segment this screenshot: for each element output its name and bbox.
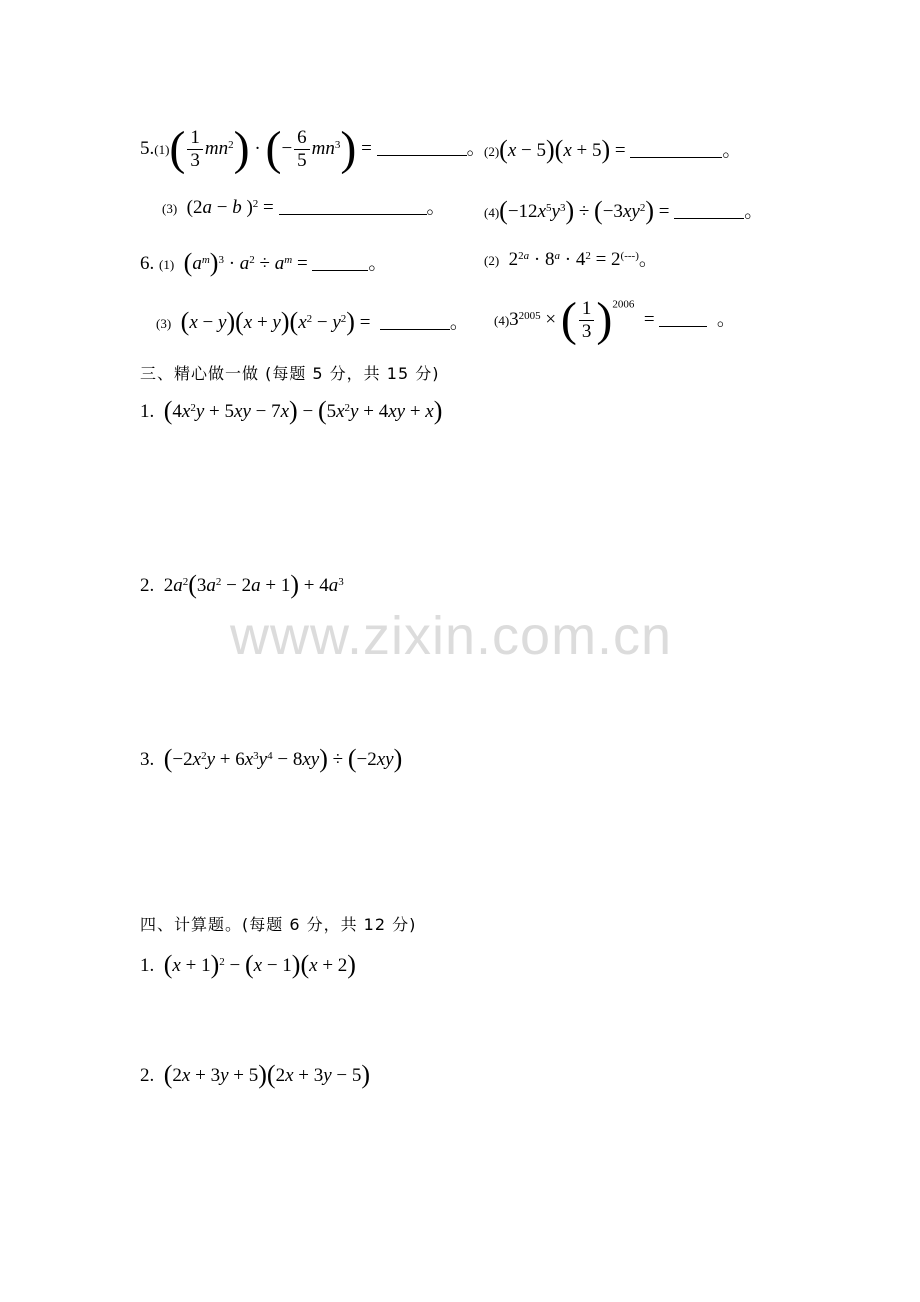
q5-part1: 5.(1)( $\frac{1}{3}$ $mn^2$) · (− $\frac{6}{5}$ $mn^3$) = 。 [140, 122, 486, 175]
q6-part3: (3) $(x - y)(x + y)(x^2 - y^2)$ = 。 [156, 307, 469, 336]
answer-blank[interactable] [380, 328, 450, 330]
fraction-one-third: $\frac{1}{3}$ [579, 298, 595, 343]
q6-label: 6. [140, 253, 155, 274]
answer-blank[interactable] [279, 213, 427, 215]
fraction-one-third: $\frac{1}{3}$ [187, 127, 203, 172]
watermark: www.zixin.com.cn [230, 606, 673, 666]
answer-blank[interactable] [312, 269, 368, 271]
section3-heading: 三、精心做一做 (每题 5 分，共 15 分) [140, 364, 440, 383]
q5-part3: (3) (2a − b )$^2$ = 。 [162, 197, 446, 218]
q5-part4: $(4)(-12x^5y^3) \div (-3xy^2)$ = 。 [484, 196, 764, 225]
exponent-blank[interactable]: (---) [620, 249, 639, 262]
section4-item1: 1. $(x + 1)^2 - (x - 1)(x + 2)$ [140, 950, 356, 979]
section3-item1: 1. $(4x^2y + 5xy - 7x) - (5x^2y + 4xy + x)$ [140, 396, 443, 425]
q6-part4: $(4)3^{2005}$ × ( $\frac{1}{3}$ )$^{2006}$ = 。 [494, 293, 736, 346]
section4-heading: 四、计算题。(每题 6 分，共 12 分) [140, 915, 417, 934]
q6-part2: (2) $2^{2a} \cdot 8^a \cdot 4^2 = 2^{(---)}$。 [484, 249, 658, 270]
answer-blank[interactable] [659, 325, 707, 327]
q5-part2: (2)(x − 5)(x + 5) = 。 [484, 135, 742, 164]
q6-part1: 6. (1) $(a^m)^3 \cdot a^2 \div a^m$ = 。 [140, 248, 388, 277]
q5-label: 5. [140, 138, 155, 159]
answer-blank[interactable] [377, 154, 467, 156]
fraction-six-fifths: $\frac{6}{5}$ [294, 127, 310, 172]
section4-item2: 2. (2x + 3y + 5)(2x + 3y − 5) [140, 1060, 371, 1089]
section3-item3: 3. $(-2x^2y + 6x^3y^4 - 8xy) \div (-2xy)$ [140, 744, 403, 773]
section3-item2: 2. $2a^2(3a^2 - 2a + 1) + 4a^3$ [140, 570, 344, 599]
answer-blank[interactable] [674, 217, 744, 219]
answer-blank[interactable] [630, 156, 722, 158]
